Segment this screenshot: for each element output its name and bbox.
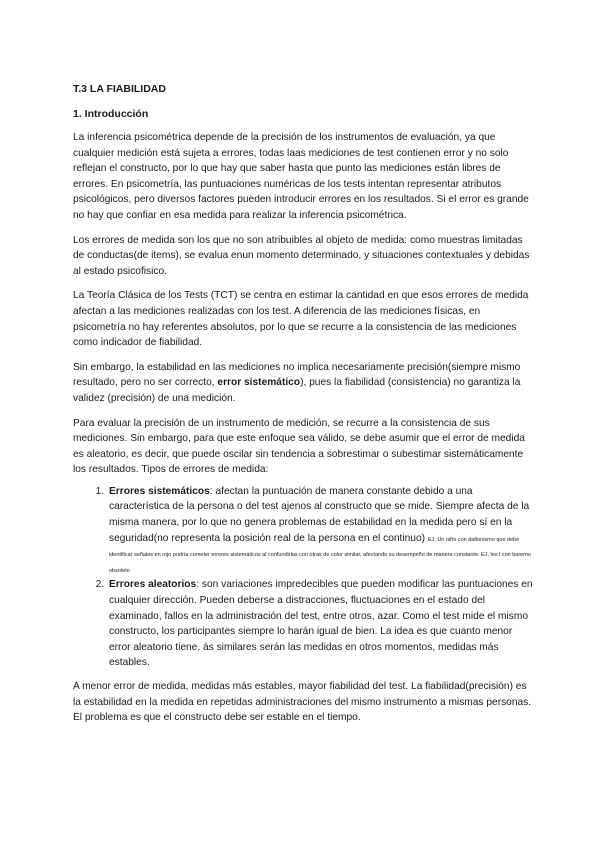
estabilidad-text-before: Sin embargo, la estabilidad en las mediciones no implica necesariamente precisión(siempre mismo resultado, pero no ser correcto, <box>73 361 521 389</box>
page-title: T.3 LA FIABILIDAD <box>73 83 166 95</box>
paragraph-estabilidad <box>73 360 535 407</box>
document-body <box>73 82 535 735</box>
error-sistematico-term: error sistemático <box>217 377 301 389</box>
error-types-list <box>73 484 535 671</box>
section-title: 1. Introducción <box>73 108 149 120</box>
list-item-term: Errores aleatorios <box>109 579 197 591</box>
list-item-note: EJ, Un niño con daltonismo que debe identificar señales en rojo podría cometer errores sistemáticos al confundirlas con otras de color similar, afectando su desempeño de manera constante. EJ, les l con baremo obsoleto <box>109 536 531 574</box>
list-item-sistematicos <box>107 484 535 578</box>
list-item-text: : son variaciones impredecibles que pueden modificar las puntuaciones en cualquier dirección. Pueden deberse a distracciones, fluctuaciones en el estado del examinado, fallos en la administración del test, entre otros, azar. Como el test mide el mismo constructo, los participantes siempre lo harán igual de bien. La idea es que cuanto menor error aleatorio tiene, ás similares serán las medidas en otros momentos, medidas más estables. <box>109 579 533 669</box>
estabilidad-text-after: ), pues la fiabilidad (consistencia) no garantiza la validez (precisión) de una medición. <box>73 377 521 404</box>
paragraph-tct: La Teoría Clásica de los Tests (TCT) se centra en estimar la cantidad en que esos errores de medida afectan a las mediciones realizadas con los test. A diferencia de las mediciones físicas, en psicometría no hay referentes absolutos, por lo que se recurre a la consistencia de las mediciones como indicador de fiabilidad. <box>73 290 529 349</box>
paragraph-consistencia: Para evaluar la precisión de un instrumento de medición, se recurre a la consistencia de sus mediciones. Sin embargo, para que este enfoque sea válido, se debe asumir que el error de medida es aleatorio, es decir, que puede oscilar sin tendencia a sobrestimar o subestimar sistemáticamente los resultados. Tipos de errores de medida: <box>73 417 525 476</box>
paragraph-errores-medida: Los errores de medida son los que no son atribuibles al objeto de medida: como muestras limitadas de conductas(de items), se evalua enun momento determinado, y situaciones contextuales y debidas al estado psicofisico. <box>73 234 530 277</box>
list-item-aleatorios <box>107 577 535 671</box>
list-item-text: : afectan la puntuación de manera constante debido a una característica de la persona o del test ajenos al constructo que se mide. Siempre afecta de la misma manera, por lo que no genera problemas de estabilidad en la medida pero sí en la seguridad(no representa la posición real de la persona en el continuo) <box>109 485 530 544</box>
paragraph-intro: La inferencia psicométrica depende de la precisión de los instrumentos de evaluación, ya que cualquier medición está sujeta a errores, todas laas mediciones de test contienen error y no solo reflejan el constructo, por lo que hay que saber hasta que punto las mediciones están libres de errores. En psicometría, las puntuaciones numéricas de los tests intentan representar atributos psicológicos, pero diversos factores pueden introducir errores en los resultados. Si el error es grande no hay que confiar en esa medida para realizar la inferencia psicométrica. <box>73 132 529 221</box>
paragraph-conclusion: A menor error de medida, medidas más estables, mayor fiabilidad del test. La fiabilidad(precisión) es la estabilidad en la medida en repetidas administraciones del mismo instrumento a mismas personas. El problema es que el constructo debe ser estable en el tiempo. <box>73 681 532 724</box>
list-item-term: Errores sistemáticos <box>109 485 210 497</box>
